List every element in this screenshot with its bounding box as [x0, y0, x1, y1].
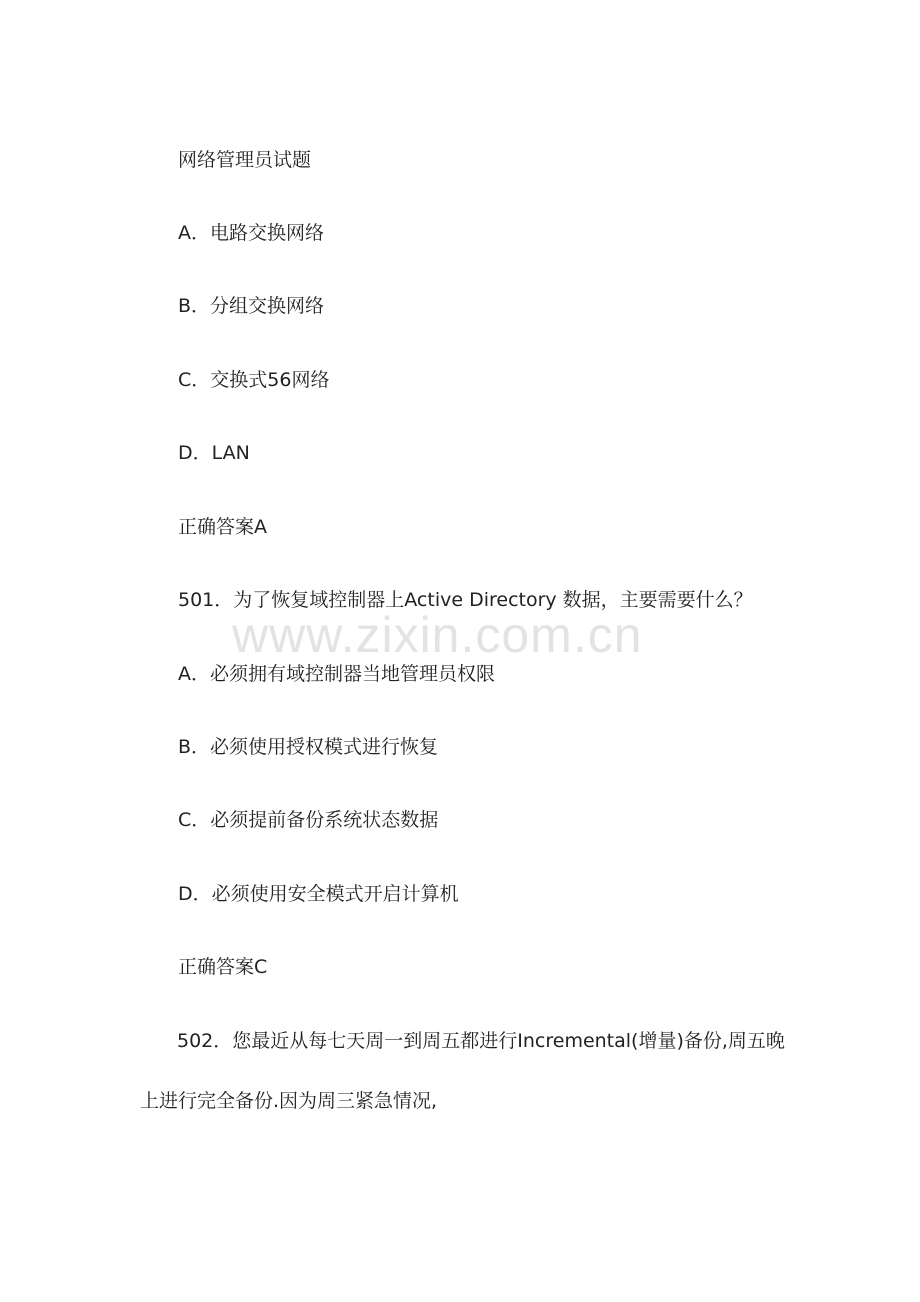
q501-option-b: B．必须使用授权模式进行恢复 — [178, 736, 439, 758]
q500-option-d: D．LAN — [178, 442, 250, 464]
document-title: 网络管理员试题 — [178, 149, 312, 171]
q501-option-a: A．必须拥有域控制器当地管理员权限 — [178, 663, 495, 685]
q500-answer: 正确答案A — [178, 516, 267, 538]
watermark: www.zixin.com.cn — [232, 607, 643, 663]
q501-question: 501．为了恢复域控制器上Active Directory 数据，主要需要什么？ — [178, 589, 753, 611]
q502-question: 502．您最近从每七天周一到周五都进行Incremental(增量)备份,周五晚上进行完全备份.因为周三紧急情况, — [140, 1030, 785, 1112]
q500-option-a: A．电路交换网络 — [178, 222, 324, 244]
q500-option-c: C．交换式56网络 — [178, 369, 330, 391]
q501-answer: 正确答案C — [178, 956, 268, 978]
q500-option-b: B．分组交换网络 — [178, 295, 325, 317]
q501-option-d: D．必须使用安全模式开启计算机 — [178, 883, 459, 905]
q501-option-c: C．必须提前备份系统状态数据 — [178, 809, 439, 831]
